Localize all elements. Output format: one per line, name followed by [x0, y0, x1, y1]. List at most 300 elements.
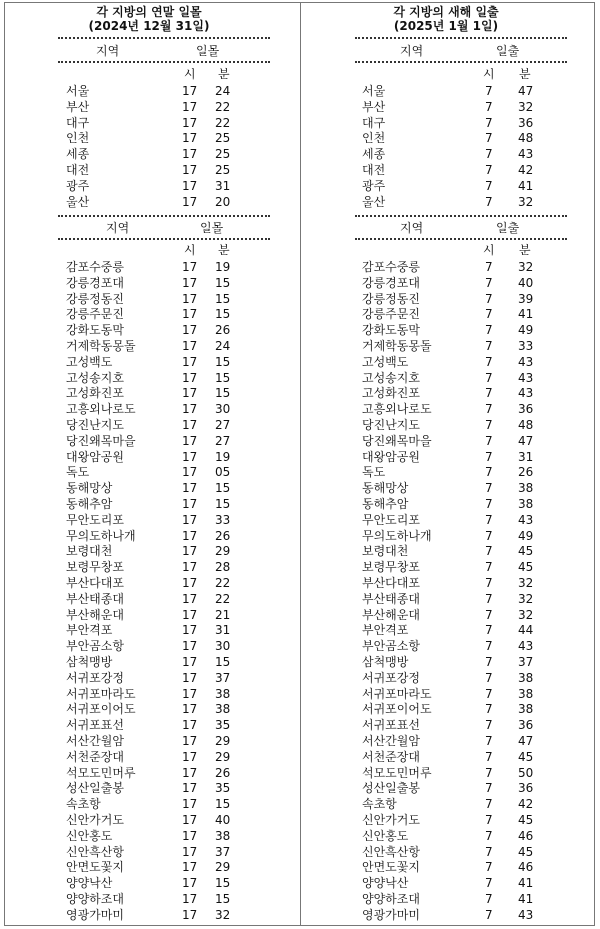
table-row	[4, 497, 294, 513]
location-name: 독도	[66, 465, 90, 480]
location-name: 강릉주문진	[362, 307, 420, 322]
hour-value: 7	[485, 163, 493, 177]
table-row	[4, 750, 294, 766]
hour-value: 17	[182, 670, 198, 685]
hour-value: 17	[182, 591, 198, 606]
minute-value: 31	[215, 178, 231, 193]
hour-value: 17	[182, 560, 198, 575]
header-region: 지역	[400, 44, 424, 58]
hour-value: 17	[182, 370, 198, 385]
table-row	[4, 323, 294, 339]
table-row	[301, 892, 591, 908]
table-row	[4, 386, 294, 402]
table-row	[301, 260, 591, 276]
table-row	[301, 702, 591, 718]
location-name: 안면도꽃지	[362, 860, 420, 875]
location-name: 성산일출봉	[362, 781, 420, 796]
minute-value: 22	[215, 99, 231, 114]
hour-value: 17	[182, 194, 198, 209]
location-name: 서귀포강정	[362, 670, 420, 685]
minute-value: 25	[215, 131, 231, 146]
table-row	[4, 734, 294, 750]
minute-value: 37	[518, 655, 534, 669]
minute-value: 43	[518, 354, 534, 369]
minute-value: 43	[518, 147, 534, 162]
location-name: 울산	[362, 194, 386, 209]
hour-value: 7	[485, 512, 493, 527]
minute-value: 05	[215, 465, 231, 480]
location-name: 대왕암공원	[66, 449, 124, 464]
location-name: 보령대천	[362, 544, 409, 559]
hour-value: 17	[182, 576, 198, 590]
hour-value: 17	[182, 623, 198, 638]
table-row	[4, 100, 294, 116]
minute-value: 15	[215, 892, 231, 906]
minute-value: 25	[215, 163, 231, 177]
minute-value: 38	[215, 702, 231, 717]
hour-value: 17	[182, 291, 198, 306]
location-name: 양양하조대	[66, 892, 124, 906]
sunset-panel	[4, 2, 294, 924]
hour-value: 7	[485, 354, 493, 369]
location-name: 대구	[362, 115, 386, 130]
table-row	[301, 371, 591, 387]
minute-value: 27	[215, 433, 231, 448]
location-name: 안면도꽃지	[66, 860, 124, 875]
table-row	[4, 908, 294, 924]
table-row	[4, 276, 294, 292]
minute-value: 35	[215, 718, 231, 733]
dotted-rule	[355, 215, 567, 217]
table-row	[4, 307, 294, 323]
header-sunrise: 일출	[496, 44, 520, 58]
minute-value: 29	[215, 544, 231, 559]
table-row	[301, 860, 591, 876]
hour-value: 17	[182, 702, 198, 717]
table-row	[301, 434, 591, 450]
hour-value: 7	[485, 275, 493, 290]
minute-value: 41	[518, 876, 534, 891]
table-row	[4, 355, 294, 371]
location-name: 신안가거도	[66, 813, 124, 827]
minute-value: 15	[215, 354, 231, 369]
table-row	[301, 750, 591, 766]
hour-value: 17	[182, 84, 198, 98]
location-name: 영광가마미	[66, 907, 124, 922]
minute-value: 26	[215, 528, 231, 543]
minute-value: 22	[215, 115, 231, 130]
minute-value: 32	[518, 607, 534, 622]
minute-value: 20	[215, 194, 231, 209]
header-region: 지역	[96, 44, 120, 58]
table-row	[301, 276, 591, 292]
location-name: 무안도리포	[362, 512, 420, 527]
minute-value: 25	[215, 147, 231, 162]
hour-value: 17	[182, 449, 198, 464]
minute-value: 41	[518, 892, 534, 906]
table-row	[301, 195, 591, 211]
minute-value: 38	[518, 481, 534, 496]
table-row	[301, 797, 591, 813]
table-row	[4, 671, 294, 687]
hour-value: 7	[485, 844, 493, 859]
table-row	[4, 260, 294, 276]
hour-value: 17	[182, 339, 198, 353]
table-row	[4, 84, 294, 100]
table-row	[4, 339, 294, 355]
location-name: 인천	[66, 131, 90, 146]
hour-value: 17	[182, 844, 198, 859]
table-row	[301, 418, 591, 434]
hour-value: 7	[485, 576, 493, 590]
hour-value: 17	[182, 512, 198, 527]
location-name: 보령무창포	[362, 560, 420, 575]
table-row	[301, 323, 591, 339]
location-name: 당진왜목마을	[362, 433, 432, 448]
table-row	[4, 655, 294, 671]
hour-value: 17	[182, 718, 198, 733]
hour-value: 7	[485, 813, 493, 827]
minute-value: 31	[518, 449, 534, 464]
minute-value: 32	[518, 99, 534, 114]
table-row	[301, 163, 591, 179]
table-row	[4, 813, 294, 829]
location-name: 강화도동막	[66, 323, 124, 338]
header-region: 지역	[400, 221, 424, 235]
table-row	[301, 513, 591, 529]
hour-value: 7	[485, 718, 493, 733]
header-minute: 분	[218, 67, 230, 81]
dotted-rule	[355, 61, 567, 63]
hour-value: 17	[182, 813, 198, 827]
table-row	[4, 179, 294, 195]
dotted-rule	[58, 37, 270, 39]
hour-value: 7	[485, 702, 493, 717]
location-name: 부산해운대	[66, 607, 124, 622]
hour-value: 7	[485, 131, 493, 146]
hour-value: 17	[182, 544, 198, 559]
dotted-rule	[58, 61, 270, 63]
table-row	[4, 639, 294, 655]
hour-value: 7	[485, 560, 493, 575]
minute-value: 47	[518, 433, 534, 448]
minute-value: 15	[215, 797, 231, 812]
hour-value: 7	[485, 639, 493, 654]
minute-value: 38	[215, 686, 231, 701]
location-name: 독도	[362, 465, 386, 480]
hour-value: 17	[182, 418, 198, 432]
hour-value: 7	[485, 876, 493, 891]
minute-value: 43	[518, 386, 534, 401]
location-name: 신안흑산항	[362, 844, 420, 859]
hour-value: 7	[485, 781, 493, 796]
location-name: 신안흑산항	[66, 844, 124, 859]
table-row	[4, 892, 294, 908]
location-name: 서귀포마라도	[362, 686, 432, 701]
hour-value: 7	[485, 178, 493, 193]
minute-value: 38	[518, 670, 534, 685]
hour-value: 17	[182, 402, 198, 417]
table-row	[4, 513, 294, 529]
hour-value: 17	[182, 781, 198, 796]
location-name: 동해망상	[66, 481, 113, 496]
minute-value: 38	[215, 828, 231, 843]
table-row	[301, 386, 591, 402]
header-hour: 시	[184, 243, 196, 257]
location-name: 서귀포이어도	[362, 702, 432, 717]
header-hour: 시	[483, 67, 495, 81]
minute-value: 45	[518, 560, 534, 575]
table-row	[4, 371, 294, 387]
header-minute: 분	[519, 243, 531, 257]
table-row	[4, 592, 294, 608]
location-name: 보령대천	[66, 544, 113, 559]
minute-value: 46	[518, 860, 534, 875]
hour-value: 7	[485, 370, 493, 385]
location-name: 서귀포표선	[362, 718, 420, 733]
minute-value: 35	[215, 781, 231, 796]
hour-value: 17	[182, 275, 198, 290]
location-name: 인천	[362, 131, 386, 146]
minute-value: 43	[518, 512, 534, 527]
hour-value: 7	[485, 291, 493, 306]
location-name: 강릉정동진	[66, 291, 124, 306]
hour-value: 7	[485, 99, 493, 114]
location-name: 광주	[66, 178, 90, 193]
location-name: 고흥외나로도	[66, 402, 136, 417]
location-name: 삼척맹방	[66, 655, 113, 669]
table-row	[4, 481, 294, 497]
header-sunset: 일몰	[196, 44, 220, 58]
table-row	[301, 718, 591, 734]
minute-value: 19	[215, 449, 231, 464]
hour-value: 17	[182, 354, 198, 369]
location-name: 세종	[362, 147, 386, 162]
table-row	[301, 450, 591, 466]
location-name: 부안곰소항	[66, 639, 124, 654]
hour-value: 7	[485, 115, 493, 130]
table-row	[301, 292, 591, 308]
header-hour: 시	[184, 67, 196, 81]
hour-value: 7	[485, 544, 493, 559]
minute-value: 24	[215, 84, 231, 98]
header-sunrise: 일출	[496, 221, 520, 235]
hour-value: 17	[182, 465, 198, 480]
location-name: 부산태종대	[66, 591, 124, 606]
hour-value: 17	[182, 386, 198, 401]
table-row	[301, 465, 591, 481]
hour-value: 17	[182, 655, 198, 669]
location-name: 서천준장대	[66, 749, 124, 764]
minute-value: 28	[215, 560, 231, 575]
table-row	[301, 84, 591, 100]
minute-value: 40	[518, 275, 534, 290]
table-row	[301, 147, 591, 163]
header-sunset: 일몰	[200, 221, 224, 235]
minute-value: 49	[518, 528, 534, 543]
table-row	[301, 813, 591, 829]
hour-value: 17	[182, 323, 198, 338]
hour-value: 17	[182, 828, 198, 843]
location-name: 강릉정동진	[362, 291, 420, 306]
location-name: 삼척맹방	[362, 655, 409, 669]
minute-value: 15	[215, 291, 231, 306]
hour-value: 7	[485, 433, 493, 448]
minute-value: 43	[518, 370, 534, 385]
minute-value: 15	[215, 275, 231, 290]
hour-value: 7	[485, 307, 493, 322]
hour-value: 7	[485, 194, 493, 209]
location-name: 당진난지도	[362, 418, 420, 432]
location-name: 부안곰소항	[362, 639, 420, 654]
location-name: 강화도동막	[362, 323, 420, 338]
table-row	[4, 402, 294, 418]
minute-value: 38	[518, 686, 534, 701]
header-hour: 시	[483, 243, 495, 257]
minute-value: 36	[518, 718, 534, 733]
hour-value: 17	[182, 260, 198, 274]
minute-value: 15	[215, 497, 231, 511]
location-name: 부안격포	[362, 623, 409, 638]
minute-value: 33	[518, 339, 534, 353]
table-row	[4, 718, 294, 734]
minute-value: 48	[518, 418, 534, 432]
minute-value: 15	[215, 876, 231, 891]
minute-value: 15	[215, 481, 231, 496]
table-row	[301, 307, 591, 323]
panel-title: 각 지방의 새해 일출	[393, 5, 499, 19]
location-name: 석모도민머루	[66, 765, 136, 780]
minute-value: 45	[518, 844, 534, 859]
hour-value: 7	[485, 655, 493, 669]
minute-value: 36	[518, 402, 534, 417]
minute-value: 24	[215, 339, 231, 353]
minute-value: 32	[518, 260, 534, 274]
location-name: 고성백도	[362, 354, 409, 369]
table-row	[4, 131, 294, 147]
location-name: 강릉경포대	[362, 275, 420, 290]
table-row	[301, 179, 591, 195]
panel-subtitle: (2025년 1월 1일)	[393, 19, 499, 33]
table-row	[4, 450, 294, 466]
location-name: 고성백도	[66, 354, 113, 369]
minute-value: 37	[215, 844, 231, 859]
hour-value: 17	[182, 131, 198, 146]
minute-value: 22	[215, 591, 231, 606]
location-name: 양양낙산	[66, 876, 113, 891]
location-name: 신안홍도	[66, 828, 113, 843]
dotted-rule	[58, 215, 270, 217]
hour-value: 7	[485, 386, 493, 401]
hour-value: 17	[182, 99, 198, 114]
table-row	[4, 195, 294, 211]
location-name: 동해망상	[362, 481, 409, 496]
location-name: 동해추암	[66, 497, 113, 511]
minute-value: 30	[215, 402, 231, 417]
table-row	[301, 845, 591, 861]
minute-value: 47	[518, 84, 534, 98]
hour-value: 17	[182, 797, 198, 812]
hour-value: 7	[485, 591, 493, 606]
minute-value: 19	[215, 260, 231, 274]
location-name: 당진난지도	[66, 418, 124, 432]
hour-value: 17	[182, 497, 198, 511]
table-row	[4, 623, 294, 639]
table-row	[4, 702, 294, 718]
location-name: 양양낙산	[362, 876, 409, 891]
location-name: 무안도리포	[66, 512, 124, 527]
table-row	[301, 339, 591, 355]
hour-value: 7	[485, 84, 493, 98]
minute-value: 32	[518, 194, 534, 209]
hour-value: 7	[485, 402, 493, 417]
location-name: 성산일출봉	[66, 781, 124, 796]
location-name: 속초항	[66, 797, 101, 812]
location-name: 광주	[362, 178, 386, 193]
minute-value: 26	[215, 765, 231, 780]
minute-value: 26	[518, 465, 534, 480]
table-row	[301, 100, 591, 116]
hour-value: 7	[485, 481, 493, 496]
table-row	[301, 355, 591, 371]
hour-value: 7	[485, 623, 493, 638]
minute-value: 15	[215, 307, 231, 322]
minute-value: 42	[518, 797, 534, 812]
location-name: 고성송지호	[362, 370, 420, 385]
hour-value: 7	[485, 765, 493, 780]
minute-value: 42	[518, 163, 534, 177]
dotted-rule	[58, 238, 270, 240]
hour-value: 7	[485, 749, 493, 764]
location-name: 대전	[66, 163, 90, 177]
location-name: 신안홍도	[362, 828, 409, 843]
table-row	[301, 608, 591, 624]
minute-value: 49	[518, 323, 534, 338]
location-name: 당진왜목마을	[66, 433, 136, 448]
minute-value: 44	[518, 623, 534, 638]
table-row	[301, 623, 591, 639]
hour-value: 17	[182, 607, 198, 622]
location-name: 양양하조대	[362, 892, 420, 906]
hour-value: 7	[485, 907, 493, 922]
location-name: 대왕암공원	[362, 449, 420, 464]
hour-value: 17	[182, 686, 198, 701]
hour-value: 17	[182, 163, 198, 177]
location-name: 울산	[66, 194, 90, 209]
table-row	[4, 529, 294, 545]
table-row	[4, 418, 294, 434]
hour-value: 7	[485, 607, 493, 622]
location-name: 부산다대포	[66, 576, 124, 590]
location-name: 세종	[66, 147, 90, 162]
table-row	[301, 576, 591, 592]
minute-value: 38	[518, 497, 534, 511]
table-row	[4, 147, 294, 163]
location-name: 무의도하나개	[66, 528, 136, 543]
location-name: 강릉주문진	[66, 307, 124, 322]
minute-value: 15	[215, 370, 231, 385]
hour-value: 7	[485, 465, 493, 480]
minute-value: 39	[518, 291, 534, 306]
table-row	[4, 687, 294, 703]
hour-value: 7	[485, 449, 493, 464]
location-name: 무의도하나개	[362, 528, 432, 543]
minute-value: 21	[215, 607, 231, 622]
minute-value: 41	[518, 178, 534, 193]
location-name: 대구	[66, 115, 90, 130]
table-row	[4, 876, 294, 892]
table-row	[301, 639, 591, 655]
